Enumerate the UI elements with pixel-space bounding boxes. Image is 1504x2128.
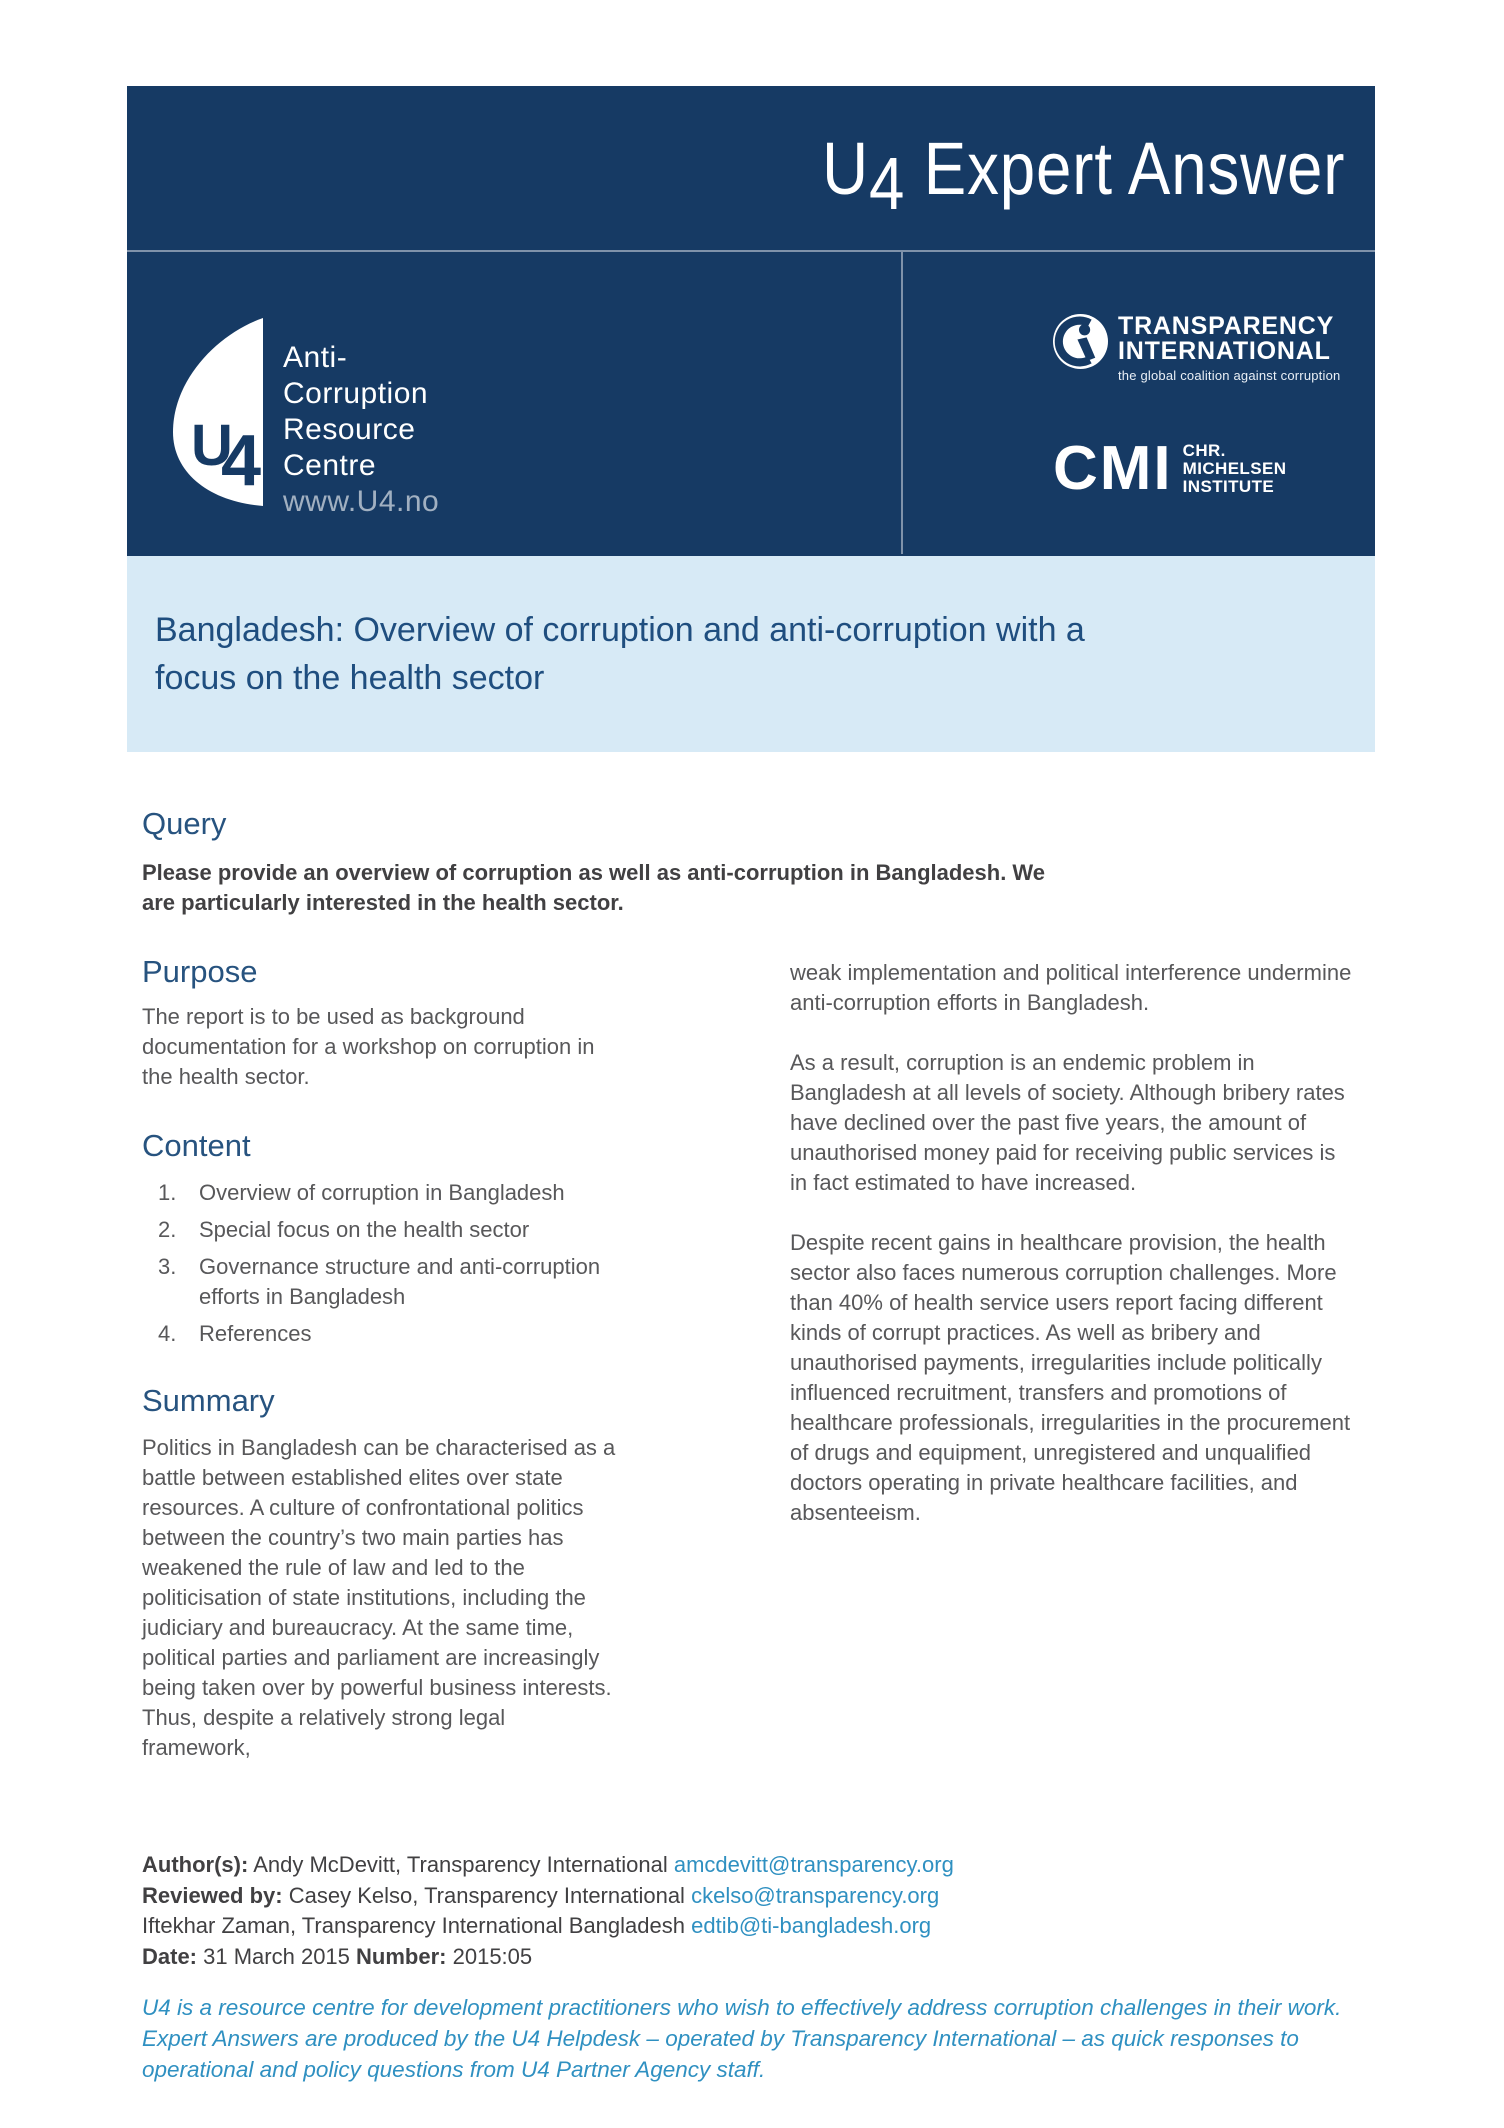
date-number-line	[142, 1942, 954, 1973]
summary-heading: Summary	[142, 1383, 275, 1418]
left-column	[142, 954, 620, 1763]
purpose-heading: Purpose	[142, 954, 258, 989]
date-label: Date:	[142, 1943, 198, 1969]
authors-block	[142, 1850, 954, 1972]
cmi-abbr: CMI	[1053, 434, 1173, 503]
cmi-name-line: CHR.	[1182, 441, 1226, 460]
author-line	[142, 1850, 954, 1881]
reviewer-line	[142, 1911, 954, 1942]
content-item-number: 3.	[158, 1254, 177, 1279]
reviewer-email-link[interactable]: edtib@ti-bangladesh.org	[691, 1913, 932, 1938]
author-name: Andy McDevitt, Transparency International	[253, 1852, 674, 1877]
query-heading: Query	[142, 806, 227, 841]
number-label: Number:	[356, 1943, 447, 1969]
query-text: Please provide an overview of corruption as well as anti-corruption in Bangladesh. We are particularly interested in the health sector.	[142, 860, 1046, 915]
main-content	[142, 806, 1364, 1763]
content-list-item	[142, 1319, 620, 1349]
ti-globe-icon	[1053, 314, 1108, 369]
logo-row	[127, 252, 1375, 554]
document-title: Bangladesh: Overview of corruption and anti-corruption with a focus on the health sector	[155, 611, 1085, 697]
reviewer-name: Casey Kelso, Transparency International	[288, 1882, 685, 1908]
reviewed-by-label: Reviewed by:	[142, 1882, 283, 1908]
ti-wordmark	[1118, 314, 1340, 383]
author-label: Author(s):	[142, 1852, 249, 1877]
cmi-logo	[1053, 434, 1287, 503]
reviewer-email-link[interactable]: ckelso@transparency.org	[691, 1882, 940, 1908]
title-band	[127, 556, 1375, 752]
masthead	[127, 86, 1375, 252]
u4-sail-icon	[171, 316, 265, 510]
u4-monogram-4: 4	[221, 421, 262, 501]
summary-continued-paragraph: Despite recent gains in healthcare provision, the health sector also faces numerous corruption challenges. More than 40% of health service users report facing different kinds of corrupt practices. As well as bribery and unauthorised payments, irregularities include politically influenced recruitment, transfers and promotions of healthcare professionals, irregularities in the procurement of drugs and equipment, unregistered and unqualified doctors operating in private healthcare facilities, and absenteeism.	[790, 1230, 1351, 1525]
logo-right-cell	[903, 252, 1375, 554]
transparency-international-logo	[1053, 314, 1340, 383]
ti-tagline: the global coalition against corruption	[1118, 368, 1341, 383]
content-heading: Content	[142, 1128, 251, 1163]
content-list-item	[142, 1178, 620, 1208]
u4-monogram-u: U	[191, 413, 233, 478]
summary-continued-paragraph: As a result, corruption is an endemic problem in Bangladesh at all levels of society. Although bribery rates have declined over the past five years, the amount of unauthorised money paid for receiving public services is in fact estimated to have increased.	[790, 1050, 1345, 1195]
u4-monogram	[171, 316, 265, 510]
content-item-label: Overview of corruption in Bangladesh	[199, 1180, 565, 1205]
content-item-label: References	[199, 1321, 312, 1346]
ti-name-line: INTERNATIONAL	[1118, 337, 1331, 365]
two-column-layout	[142, 954, 1364, 1763]
content-list-item	[142, 1252, 620, 1312]
ti-name-line: TRANSPARENCY	[1118, 312, 1335, 340]
number-value: 2015:05	[452, 1943, 533, 1969]
u4-org-name	[283, 316, 439, 520]
summary-continued-paragraph: weak implementation and political interference undermine anti-corruption efforts in Bangladesh.	[790, 960, 1352, 1015]
content-list	[142, 1178, 620, 1349]
summary-text: Politics in Bangladesh can be characterised as a battle between established elites over state resources. A culture of confrontational politics between the country’s two main parties has weakened the rule of law and led to the politicisation of state institutions, including the judiciary and bureaucracy. At the same time, political parties and parliament are increasingly being taken over by powerful business interests. Thus, despite a relatively strong legal framework,	[142, 1435, 616, 1760]
u4-logo	[171, 316, 439, 520]
u4-website-link[interactable]: www.U4.no	[283, 485, 440, 518]
reviewer-name: Iftekhar Zaman, Transparency International Bangladesh	[142, 1913, 685, 1938]
content-list-item	[142, 1215, 620, 1245]
masthead-rest: Expert Answer	[904, 126, 1345, 210]
masthead-four: 4	[868, 141, 905, 225]
banner	[127, 86, 1375, 556]
cmi-wordmark	[1183, 442, 1287, 496]
reviewer-line	[142, 1881, 954, 1912]
footer-note: U4 is a resource centre for development practitioners who wish to effectively address corruption challenges in their work. Expert Answers are produced by the U4 Helpdesk – operated by Transparency International – as quick responses to operational and policy questions from U4 Partner Agency staff.	[142, 1995, 1342, 2082]
content-item-label: Special focus on the health sector	[199, 1217, 530, 1242]
content-item-label: Governance structure and anti-corruption efforts in Bangladesh	[199, 1254, 601, 1309]
cmi-name-line: INSTITUTE	[1182, 477, 1275, 496]
content-item-number: 4.	[158, 1321, 177, 1346]
masthead-title	[821, 126, 1345, 225]
cmi-name-line: MICHELSEN	[1182, 459, 1287, 478]
author-email-link[interactable]: amcdevitt@transparency.org	[673, 1852, 954, 1877]
u4-org-line: Anti-	[283, 341, 348, 374]
u4-org-line: Resource	[283, 413, 416, 446]
masthead-u: U	[821, 126, 869, 210]
u4-org-line: Corruption	[283, 377, 429, 410]
content-item-number: 1.	[158, 1180, 177, 1205]
content-item-number: 2.	[158, 1217, 177, 1242]
date-value: 31 March 2015	[203, 1943, 350, 1969]
right-column	[790, 954, 1358, 1763]
purpose-text: The report is to be used as background documentation for a workshop on corruption in the health sector.	[142, 1004, 595, 1089]
u4-org-line: Centre	[283, 449, 377, 482]
logo-left-cell	[127, 252, 903, 554]
